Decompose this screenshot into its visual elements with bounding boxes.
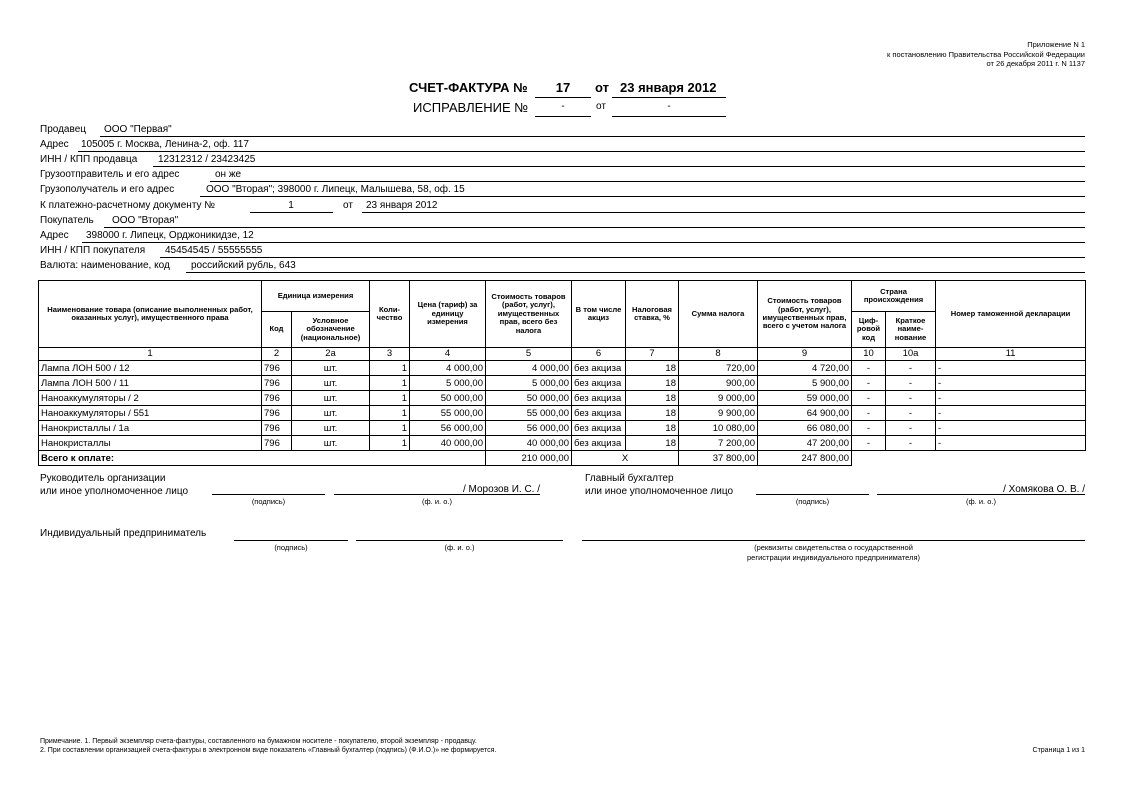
head-name: / Морозов И. С. / <box>463 484 540 495</box>
col-num: 10а <box>886 348 936 361</box>
cell-country-code: - <box>852 391 886 406</box>
table-row <box>39 406 1086 421</box>
cell-code: 796 <box>262 436 292 451</box>
cell-country-code: - <box>852 406 886 421</box>
head-signature-caption: (подпись) <box>251 497 286 506</box>
cell-price: 55 000,00 <box>410 406 486 421</box>
head-label-line-2: или иное уполномоченное лицо <box>40 486 189 497</box>
requisites-line <box>582 540 1085 541</box>
cell-customs: - <box>936 421 1086 436</box>
col-num: 4 <box>410 348 486 361</box>
th-country-name: Краткое наиме-нование <box>886 312 936 348</box>
cell-total: 59 000,00 <box>758 391 852 406</box>
cell-code: 796 <box>262 376 292 391</box>
th-customs: Номер таможенной декларации <box>936 281 1086 348</box>
shipper-label: Грузоотправитель и его адрес <box>40 169 180 180</box>
th-price: Цена (тариф) за единицу измерения <box>410 281 486 348</box>
cell-unit: шт. <box>292 361 370 376</box>
appendix-line-1: Приложение N 1 <box>1027 40 1085 49</box>
table-row <box>39 391 1086 406</box>
invoice-number: 17 <box>555 80 571 95</box>
accountant-label-line-2: или иное уполномоченное лицо <box>585 486 734 497</box>
cell-unit: шт. <box>292 391 370 406</box>
col-num: 2 <box>262 348 292 361</box>
cell-tax: 9 000,00 <box>679 391 758 406</box>
buyer-row <box>40 214 1085 228</box>
buyer-address-value: 398000 г. Липецк, Орджоникидзе, 12 <box>86 230 254 241</box>
head-name-line <box>334 494 540 495</box>
seller-row <box>40 123 1085 137</box>
cell-unit: шт. <box>292 406 370 421</box>
cell-cost: 55 000,00 <box>486 406 572 421</box>
cell-total: 66 080,00 <box>758 421 852 436</box>
th-name: Наименование товара (описание выполненных работ, оказанных услуг), имущественного права <box>39 281 262 348</box>
total-label: Всего к оплате: <box>39 451 486 466</box>
accountant-name: / Хомякова О. В. / <box>1003 484 1085 495</box>
cell-excise: без акциза <box>572 406 626 421</box>
seller-inn-row <box>40 153 1085 167</box>
cell-code: 796 <box>262 391 292 406</box>
buyer-address-label: Адрес <box>40 230 69 241</box>
cell-rate: 18 <box>626 361 679 376</box>
cell-qty: 1 <box>370 361 410 376</box>
entrepreneur-name-line <box>356 540 563 541</box>
cell-tax: 9 900,00 <box>679 406 758 421</box>
cell-country-name: - <box>886 361 936 376</box>
cell-qty: 1 <box>370 436 410 451</box>
total-tax: 37 800,00 <box>679 451 758 466</box>
cell-customs: - <box>936 391 1086 406</box>
th-total: Стоимость товаров (работ, услуг), имущественных прав, всего с учетом налога <box>758 281 852 348</box>
seller-address-value: 105005 г. Москва, Ленина-2, оф. 117 <box>81 139 249 150</box>
appendix-block <box>887 40 1085 69</box>
accountant-name-line <box>877 494 1085 495</box>
col-num: 11 <box>936 348 1086 361</box>
cell-excise: без акциза <box>572 361 626 376</box>
cell-cost: 56 000,00 <box>486 421 572 436</box>
requisites-caption-line-2: регистрации индивидуального предпринимателя) <box>747 552 920 562</box>
cell-code: 796 <box>262 406 292 421</box>
requisites-caption <box>582 543 1085 562</box>
col-num: 9 <box>758 348 852 361</box>
th-unit-name: Условное обозначение (национальное) <box>292 312 370 348</box>
th-code: Код <box>262 312 292 348</box>
seller-label: Продавец <box>40 124 86 135</box>
invoice-from-label: от <box>595 80 609 95</box>
accountant-name-caption: (ф. и. о.) <box>966 497 996 506</box>
th-unit: Единица измерения <box>262 281 370 312</box>
cell-name: Лампа ЛОН 500 / 12 <box>39 361 262 376</box>
entrepreneur-signature-line <box>234 540 348 541</box>
cell-country-name: - <box>886 376 936 391</box>
cell-rate: 18 <box>626 376 679 391</box>
accountant-signature-label <box>585 472 733 498</box>
cell-price: 40 000,00 <box>410 436 486 451</box>
th-cost: Стоимость товаров (работ, услуг), имущественных прав, всего без налога <box>486 281 572 348</box>
cell-qty: 1 <box>370 376 410 391</box>
table-row <box>39 436 1086 451</box>
footnote-2: 2. При составлении организацией счета-фактуры в электронном виде показатель «Главный бухгалтер (подпись) (Ф.И.О.)» не формируется. <box>40 747 497 754</box>
cell-name: Наноаккумуляторы / 2 <box>39 391 262 406</box>
cell-country-name: - <box>886 406 936 421</box>
table-row <box>39 376 1086 391</box>
cell-unit: шт. <box>292 421 370 436</box>
cell-country-name: - <box>886 436 936 451</box>
cell-excise: без акциза <box>572 391 626 406</box>
total-empty <box>852 451 1086 466</box>
cell-total: 4 720,00 <box>758 361 852 376</box>
correction-date: - <box>667 101 671 112</box>
seller-address-row <box>40 138 1085 152</box>
correction-from-label: от <box>596 101 606 112</box>
table-row <box>39 361 1086 376</box>
th-qty: Коли-чество <box>370 281 410 348</box>
cell-code: 796 <box>262 361 292 376</box>
correction-label: ИСПРАВЛЕНИЕ № <box>413 100 529 115</box>
cell-customs: - <box>936 436 1086 451</box>
cell-tax: 7 200,00 <box>679 436 758 451</box>
entrepreneur-label: Индивидуальный предприниматель <box>40 528 207 539</box>
cell-tax: 720,00 <box>679 361 758 376</box>
currency-row <box>40 259 1085 273</box>
col-num: 1 <box>39 348 262 361</box>
invoice-title-label: СЧЕТ-ФАКТУРА № <box>409 80 528 95</box>
cell-name: Нанокристаллы / 1а <box>39 421 262 436</box>
cell-cost: 40 000,00 <box>486 436 572 451</box>
buyer-address-row <box>40 229 1085 243</box>
col-num: 10 <box>852 348 886 361</box>
cell-country-name: - <box>886 391 936 406</box>
correction-number: - <box>561 101 565 112</box>
cell-price: 50 000,00 <box>410 391 486 406</box>
requisites-caption-line-1: (реквизиты свидетельства о государственной <box>754 543 913 552</box>
cell-country-code: - <box>852 421 886 436</box>
cell-tax: 10 080,00 <box>679 421 758 436</box>
seller-inn-label: ИНН / КПП продавца <box>40 154 138 165</box>
shipper-value: он же <box>215 169 242 180</box>
cell-cost: 4 000,00 <box>486 361 572 376</box>
currency-value: российский рубль, 643 <box>191 260 296 271</box>
cell-country-code: - <box>852 376 886 391</box>
cell-name: Лампа ЛОН 500 / 11 <box>39 376 262 391</box>
accountant-signature-line <box>756 494 869 495</box>
cell-price: 5 000,00 <box>410 376 486 391</box>
total-cost: 210 000,00 <box>486 451 572 466</box>
shipper-row <box>40 168 1085 182</box>
consignee-label: Грузополучатель и его адрес <box>40 184 175 195</box>
currency-label: Валюта: наименование, код <box>40 260 170 271</box>
th-country-code: Циф-ровой код <box>852 312 886 348</box>
payment-doc-number: 1 <box>288 200 294 211</box>
cell-rate: 18 <box>626 421 679 436</box>
head-name-caption: (ф. и. о.) <box>422 497 452 506</box>
invoice-title <box>409 80 528 95</box>
th-excise: В том числе акциз <box>572 281 626 348</box>
column-numbers-row <box>39 348 1086 361</box>
col-num: 5 <box>486 348 572 361</box>
cell-qty: 1 <box>370 421 410 436</box>
consignee-row <box>40 183 1085 197</box>
cell-country-code: - <box>852 436 886 451</box>
cell-qty: 1 <box>370 391 410 406</box>
cell-rate: 18 <box>626 436 679 451</box>
total-row <box>39 451 1086 466</box>
cell-total: 5 900,00 <box>758 376 852 391</box>
col-num: 8 <box>679 348 758 361</box>
cell-code: 796 <box>262 421 292 436</box>
table-row <box>39 421 1086 436</box>
cell-country-name: - <box>886 421 936 436</box>
buyer-inn-label: ИНН / КПП покупателя <box>40 245 146 256</box>
buyer-inn-row <box>40 244 1085 258</box>
cell-country-code: - <box>852 361 886 376</box>
entrepreneur-name-caption: (ф. и. о.) <box>444 543 475 552</box>
cell-excise: без акциза <box>572 436 626 451</box>
cell-name: Нанокристаллы <box>39 436 262 451</box>
buyer-value: ООО "Вторая" <box>112 215 179 226</box>
cell-cost: 5 000,00 <box>486 376 572 391</box>
seller-inn-value: 12312312 / 23423425 <box>158 154 256 165</box>
page-number: Страница 1 из 1 <box>1032 747 1085 754</box>
appendix-line-3: от 26 декабря 2011 г. N 1137 <box>986 59 1085 68</box>
col-num: 2а <box>292 348 370 361</box>
cell-name: Наноаккумуляторы / 551 <box>39 406 262 421</box>
total-excise: X <box>572 451 679 466</box>
payment-doc-from-label: от <box>343 200 353 211</box>
cell-customs: - <box>936 361 1086 376</box>
cell-rate: 18 <box>626 406 679 421</box>
cell-excise: без акциза <box>572 421 626 436</box>
cell-cost: 50 000,00 <box>486 391 572 406</box>
th-tax: Сумма налога <box>679 281 758 348</box>
payment-doc-date: 23 января 2012 <box>366 200 438 211</box>
cell-tax: 900,00 <box>679 376 758 391</box>
th-country: Страна происхождения <box>852 281 936 312</box>
seller-value: ООО "Первая" <box>104 124 172 135</box>
consignee-value: ООО "Вторая"; 398000 г. Липецк, Малышева, 58, оф. 15 <box>206 184 465 195</box>
cell-total: 47 200,00 <box>758 436 852 451</box>
cell-customs: - <box>936 376 1086 391</box>
head-label-line-1: Руководитель организации <box>40 473 166 484</box>
payment-doc-label: К платежно-расчетному документу № <box>40 200 216 211</box>
cell-price: 56 000,00 <box>410 421 486 436</box>
cell-qty: 1 <box>370 406 410 421</box>
head-signature-label <box>40 472 188 498</box>
invoice-date: 23 января 2012 <box>620 80 717 95</box>
payment-doc-row <box>40 199 1085 213</box>
buyer-inn-value: 45454545 / 55555555 <box>165 245 263 256</box>
cell-excise: без акциза <box>572 376 626 391</box>
total-sum: 247 800,00 <box>758 451 852 466</box>
footnote-1: Примечание. 1. Первый экземпляр счета-фактуры, составленного на бумажном носителе - покупателю, второй экземпляр - продавцу. <box>40 738 477 745</box>
cell-unit: шт. <box>292 436 370 451</box>
footnotes <box>40 737 496 755</box>
accountant-label-line-1: Главный бухгалтер <box>585 473 674 484</box>
head-signature-line <box>212 494 325 495</box>
col-num: 7 <box>626 348 679 361</box>
th-rate: Налоговая ставка, % <box>626 281 679 348</box>
invoice-table <box>38 280 1086 466</box>
accountant-signature-caption: (подпись) <box>795 497 830 506</box>
cell-rate: 18 <box>626 391 679 406</box>
cell-unit: шт. <box>292 376 370 391</box>
seller-address-label: Адрес <box>40 139 69 150</box>
col-num: 3 <box>370 348 410 361</box>
cell-customs: - <box>936 406 1086 421</box>
appendix-line-2: к постановлению Правительства Российской Федерации <box>887 49 1085 59</box>
cell-price: 4 000,00 <box>410 361 486 376</box>
buyer-label: Покупатель <box>40 215 94 226</box>
table-header-row-1 <box>39 281 1086 312</box>
entrepreneur-signature-caption: (подпись) <box>274 543 308 552</box>
col-num: 6 <box>572 348 626 361</box>
cell-total: 64 900,00 <box>758 406 852 421</box>
